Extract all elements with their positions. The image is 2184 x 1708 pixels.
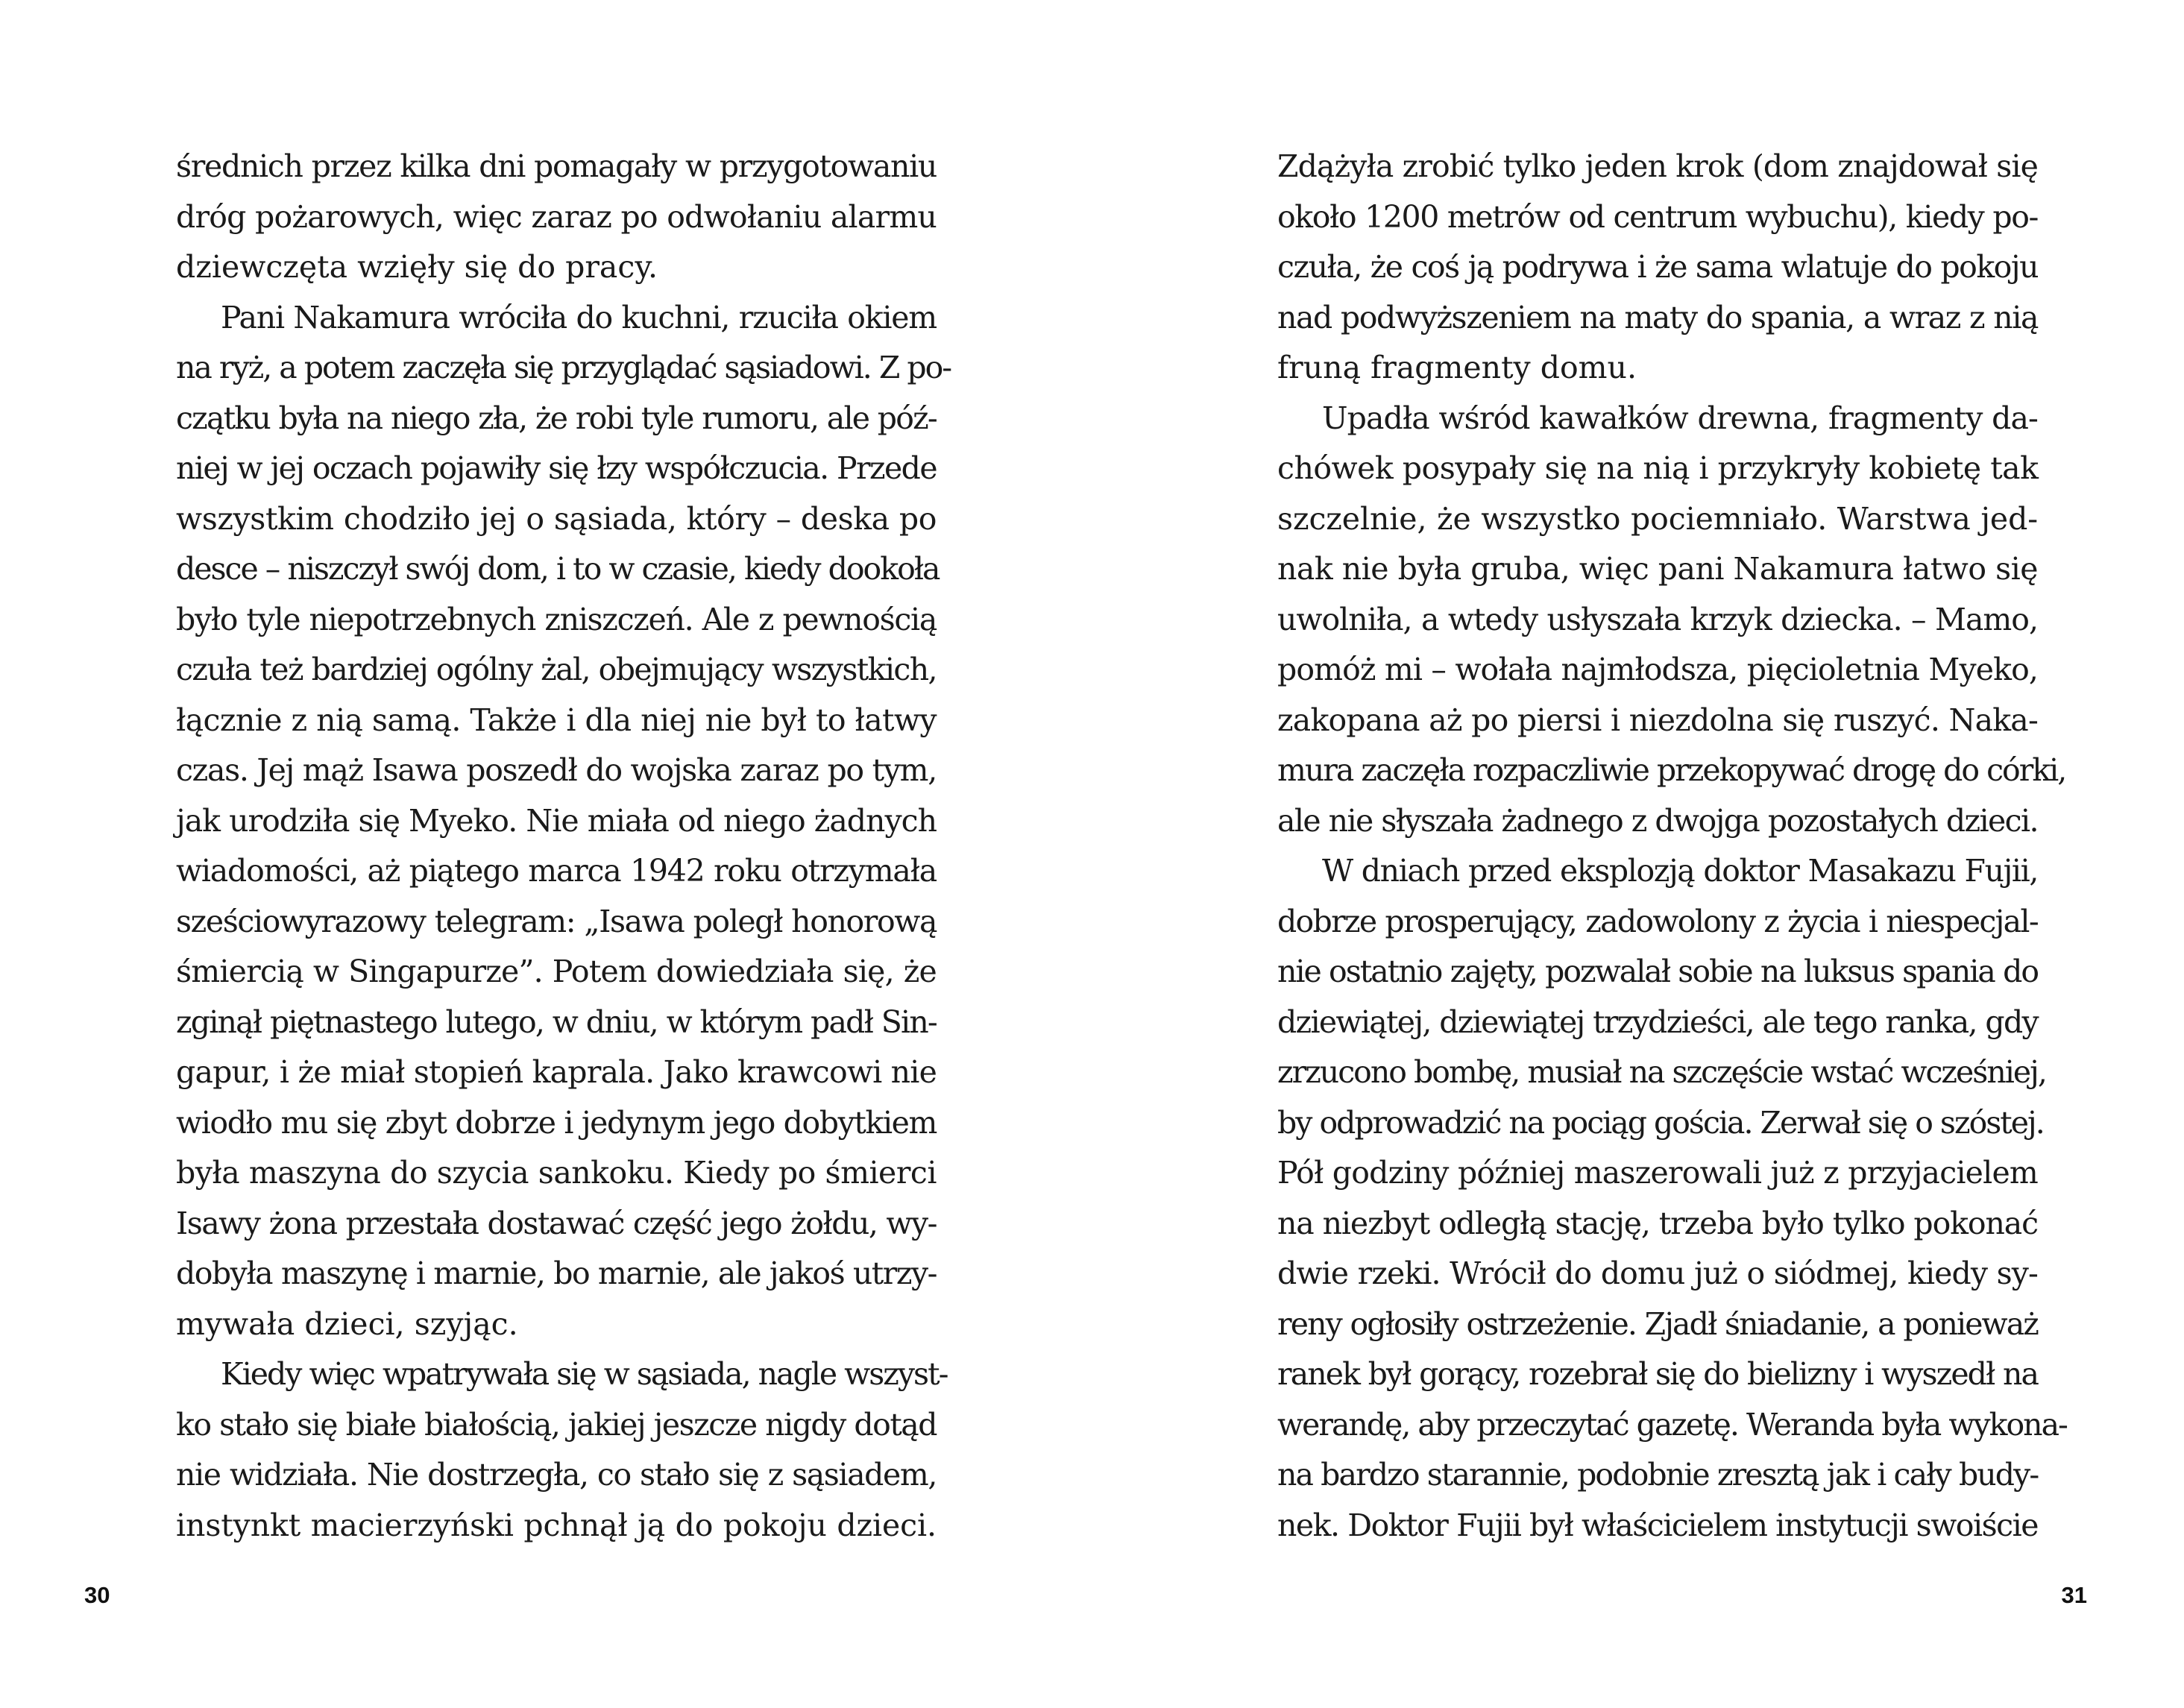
text-line: ale nie słyszała żadnego z dwojga pozostałych dzieci.	[1277, 802, 2038, 839]
text-line: czas. Jej mąż Isawa poszedł do wojska zaraz po tym,	[176, 752, 937, 788]
text-line: była maszyna do szycia sankoku. Kiedy po śmierci	[176, 1155, 937, 1191]
text-line: mura zaczęła rozpaczliwie przekopywać drogę do córki,	[1277, 752, 2066, 788]
text-line: fruną fragmenty domu.	[1277, 350, 1637, 385]
text-line: ko stało się białe białością, jakiej jeszcze nigdy dotąd	[176, 1406, 937, 1443]
text-line: było tyle niepotrzebnych zniszczeń. Ale z pewnością	[176, 601, 937, 637]
text-line: na bardzo starannie, podobnie zresztą jak i cały budy-	[1277, 1457, 2039, 1493]
left-page-text	[176, 142, 951, 1551]
text-line: dziewiątej, dziewiątej trzydzieści, ale tego ranka, gdy	[1277, 1003, 2038, 1040]
text-line: łącznie z nią samą. Także i dla niej nie był to łatwy	[176, 702, 937, 738]
text-line: na niezbyt odległą stację, trzeba było tylko pokonać	[1277, 1205, 2038, 1241]
text-line: wszystkim chodziło jej o sąsiada, który – deska po	[176, 500, 937, 537]
text-line: werandę, aby przeczytać gazetę. Weranda była wykona-	[1277, 1406, 2067, 1443]
text-line: niej w jej oczach pojawiły się łzy współczucia. Przede	[176, 450, 937, 486]
text-line: gapur, i że miał stopień kaprala. Jako krawcowi nie	[176, 1054, 937, 1090]
text-line: Isawy żona przestała dostawać część jego żołdu, wy-	[176, 1205, 937, 1241]
text-line: Pół godziny później maszerowali już z przyjacielem	[1277, 1155, 2038, 1191]
text-line: na ryż, a potem zaczęła się przyglądać sąsiadowi. Z po-	[176, 350, 951, 385]
text-line: czątku była na niego zła, że robi tyle rumoru, ale póź-	[176, 400, 937, 436]
text-line: dwie rzeki. Wrócił do domu już o siódmej, kiedy sy-	[1277, 1255, 2038, 1291]
text-line: czuła, że coś ją podrywa i że sama wlatuje do pokoju	[1277, 249, 2038, 285]
text-line: dobrze prosperujący, zadowolony z życia i niespecjal-	[1277, 903, 2038, 939]
text-line: śmiercią w Singapurze”. Potem dowiedziała się, że	[176, 954, 937, 989]
text-line: Pani Nakamura wróciła do kuchni, rzuciła okiem	[221, 299, 937, 335]
text-line: uwolniła, a wtedy usłyszała krzyk dziecka. – Mamo,	[1277, 601, 2038, 637]
text-line: desce – niszczył swój dom, i to w czasie, kiedy dookoła	[176, 551, 940, 587]
right-page	[1092, 0, 2184, 1708]
text-line: jak urodziła się Myeko. Nie miała od niego żadnych	[176, 802, 937, 839]
text-line: reny ogłosiły ostrzeżenie. Zjadł śniadanie, a ponieważ	[1277, 1305, 2038, 1342]
text-line: dróg pożarowych, więc zaraz po odwołaniu alarmu	[176, 198, 937, 235]
right-page-number: 31	[2061, 1582, 2087, 1608]
text-line: W dniach przed eksplozją doktor Masakazu Fujii,	[1322, 853, 2038, 889]
text-line: sześciowyrazowy telegram: „Isawa poległ honorową	[176, 903, 937, 939]
text-line: Kiedy więc wpatrywała się w sąsiada, nagle wszyst-	[221, 1356, 948, 1392]
text-line: nie widziała. Nie dostrzegła, co stało się z sąsiadem,	[176, 1457, 937, 1493]
text-line: wiodło mu się zbyt dobrze i jedynym jego dobytkiem	[176, 1104, 937, 1141]
text-line: chówek posypały się na nią i przykryły kobietę tak	[1277, 450, 2039, 486]
text-line: nak nie była gruba, więc pani Nakamura łatwo się	[1277, 551, 2038, 587]
left-page-number: 30	[84, 1582, 110, 1608]
text-line: nie ostatnio zajęty, pozwalał sobie na luksus spania do	[1277, 954, 2038, 989]
text-line: mywała dzieci, szyjąc.	[176, 1305, 518, 1342]
text-line: zrzucono bombę, musiał na szczęście wstać wcześniej,	[1277, 1054, 2046, 1090]
text-line: około 1200 metrów od centrum wybuchu), kiedy po-	[1277, 198, 2038, 235]
text-line: by odprowadzić na pociąg gościa. Zerwał się o szóstej.	[1277, 1104, 2044, 1141]
text-line: zginął piętnastego lutego, w dniu, w którym padł Sin-	[176, 1003, 937, 1040]
text-line: wiadomości, aż piątego marca 1942 roku otrzymała	[176, 853, 937, 889]
text-line: Upadła wśród kawałków drewna, fragmenty da-	[1322, 400, 2038, 436]
text-line: nad podwyższeniem na maty do spania, a wraz z nią	[1277, 299, 2038, 335]
text-line: Zdążyła zrobić tylko jeden krok (dom znajdował się	[1277, 148, 2038, 184]
right-page-text	[1277, 142, 2067, 1551]
text-line: instynkt macierzyński pchnął ją do pokoju dzieci.	[176, 1507, 937, 1543]
text-line: czuła też bardziej ogólny żal, obejmujący wszystkich,	[176, 652, 937, 687]
text-line: średnich przez kilka dni pomagały w przygotowaniu	[176, 148, 937, 184]
text-line: nek. Doktor Fujii był właścicielem instytucji swoiście	[1277, 1507, 2038, 1543]
text-line: szczelnie, że wszystko pociemniało. Warstwa jed-	[1277, 500, 2038, 537]
text-line: pomóż mi – wołała najmłodsza, pięcioletnia Myeko,	[1277, 652, 2038, 687]
text-line: dobyła maszynę i marnie, bo marnie, ale jakoś utrzy-	[176, 1255, 937, 1291]
text-line: zakopana aż po piersi i niezdolna się ruszyć. Naka-	[1277, 702, 2038, 738]
text-line: dziewczęta wzięły się do pracy.	[176, 249, 658, 285]
text-line: ranek był gorący, rozebrał się do bielizny i wyszedł na	[1277, 1356, 2038, 1392]
